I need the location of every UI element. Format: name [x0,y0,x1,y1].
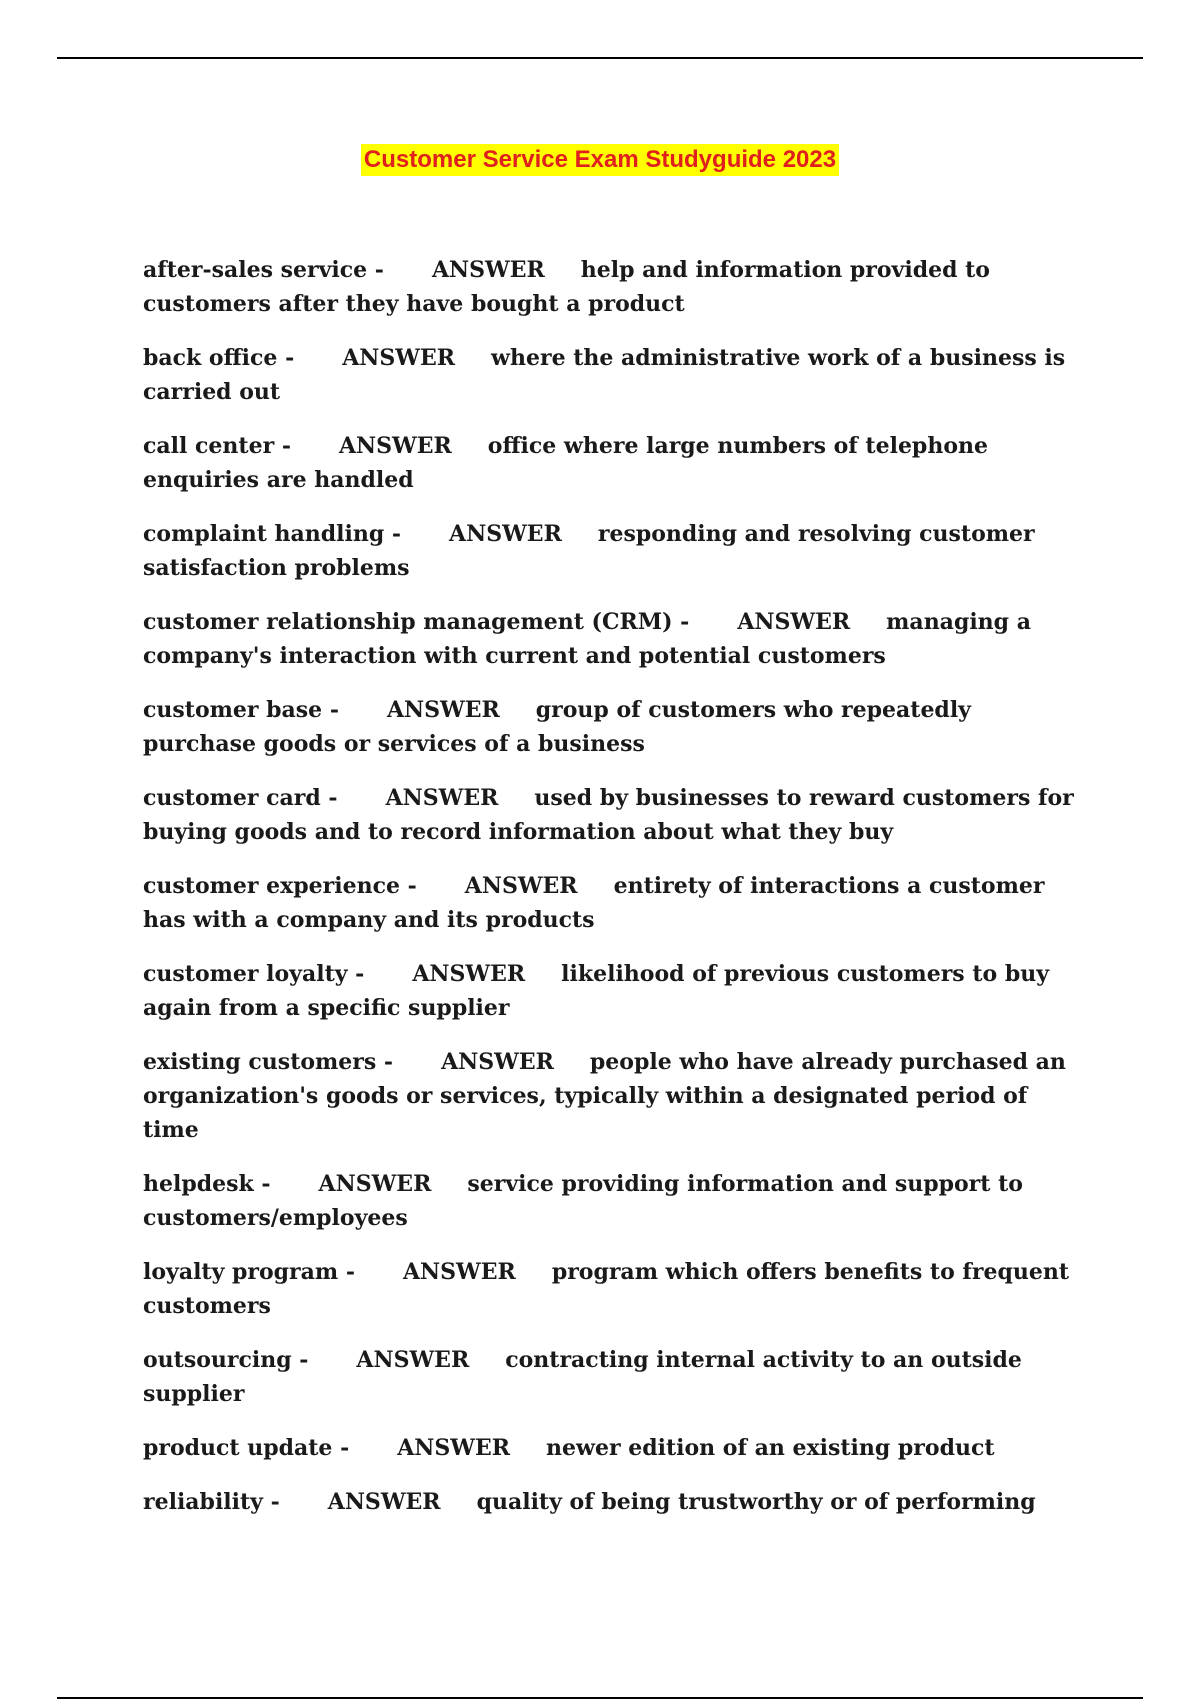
entry-term: complaint handling - [143,521,402,547]
entry-answer-label: ANSWER [449,521,562,547]
entry-term: helpdesk - [143,1171,271,1197]
entry-definition: people who have already purchased an organization's goods or services, typically within a designated period of time [143,1049,1066,1143]
glossary-entry [143,1255,1083,1323]
entry-definition: likelihood of previous customers to buy again from a specific supplier [143,961,1049,1021]
entry-term: customer base - [143,697,339,723]
glossary-entry [143,429,1083,497]
entry-term: customer card - [143,785,338,811]
entry-definition: responding and resolving customer satisfaction problems [143,521,1035,581]
entry-term: reliability - [143,1489,280,1515]
entry-answer-label: ANSWER [402,1259,516,1285]
entry-definition: office where large numbers of telephone enquiries are handled [143,433,988,493]
entry-definition: managing a company's interaction with current and potential customers [143,609,1031,669]
entry-answer-label: ANSWER [338,433,452,459]
entry-term: call center - [143,433,291,459]
glossary-entry [143,781,1083,849]
entry-answer-label: ANSWER [431,257,545,283]
entry-term: product update - [143,1435,350,1461]
entry-term: outsourcing - [143,1347,309,1373]
glossary-entry [143,693,1083,761]
entry-answer-label: ANSWER [386,697,500,723]
glossary-entry [143,869,1083,937]
entry-definition: newer edition of an existing product [546,1435,995,1461]
entry-definition: contracting internal activity to an outside supplier [143,1347,1022,1407]
glossary-entry [143,517,1083,585]
entry-definition: entirety of interactions a customer has with a company and its products [143,873,1045,933]
entry-answer-label: ANSWER [441,1049,554,1075]
glossary-entry [143,605,1083,673]
entry-answer-label: ANSWER [464,873,578,899]
entry-definition: program which offers benefits to frequent customers [143,1259,1069,1319]
entry-answer-label: ANSWER [737,609,851,635]
entry-answer-label: ANSWER [385,785,499,811]
entry-definition: quality of being trustworthy or of performing [476,1489,1036,1515]
entry-definition: used by businesses to reward customers for buying goods and to record information about what they buy [143,785,1074,845]
entry-term: back office - [143,345,295,371]
entry-term: customer experience - [143,873,417,899]
entry-term: existing customers - [143,1049,394,1075]
entry-term: customer relationship management (CRM) - [143,609,690,635]
glossary-entry [143,1485,1083,1519]
entry-definition: where the administrative work of a business is carried out [143,345,1066,405]
bottom-rule [57,1697,1143,1699]
glossary-entry [143,253,1083,321]
document-title: Customer Service Exam Studyguide 2023 [361,144,839,176]
entry-term: loyalty program - [143,1259,355,1285]
entry-answer-label: ANSWER [342,345,456,371]
glossary-entry [143,1167,1083,1235]
entry-term: customer loyalty - [143,961,365,987]
entry-term: after-sales service - [143,257,384,283]
glossary-entry [143,1343,1083,1411]
entry-definition: group of customers who repeatedly purchase goods or services of a business [143,697,971,757]
glossary-entry [143,341,1083,409]
entry-answer-label: ANSWER [412,961,526,987]
entry-answer-label: ANSWER [397,1435,511,1461]
glossary-entry [143,1431,1083,1465]
glossary-entry [143,957,1083,1025]
entry-answer-label: ANSWER [327,1489,441,1515]
entry-answer-label: ANSWER [318,1171,432,1197]
entry-definition: service providing information and support to customers/employees [143,1171,1023,1231]
glossary-list [143,253,1083,1539]
entry-definition: help and information provided to customers after they have bought a product [143,257,990,317]
glossary-entry [143,1045,1083,1147]
top-rule [57,57,1143,59]
entry-answer-label: ANSWER [356,1347,470,1373]
title-container [0,144,1200,176]
